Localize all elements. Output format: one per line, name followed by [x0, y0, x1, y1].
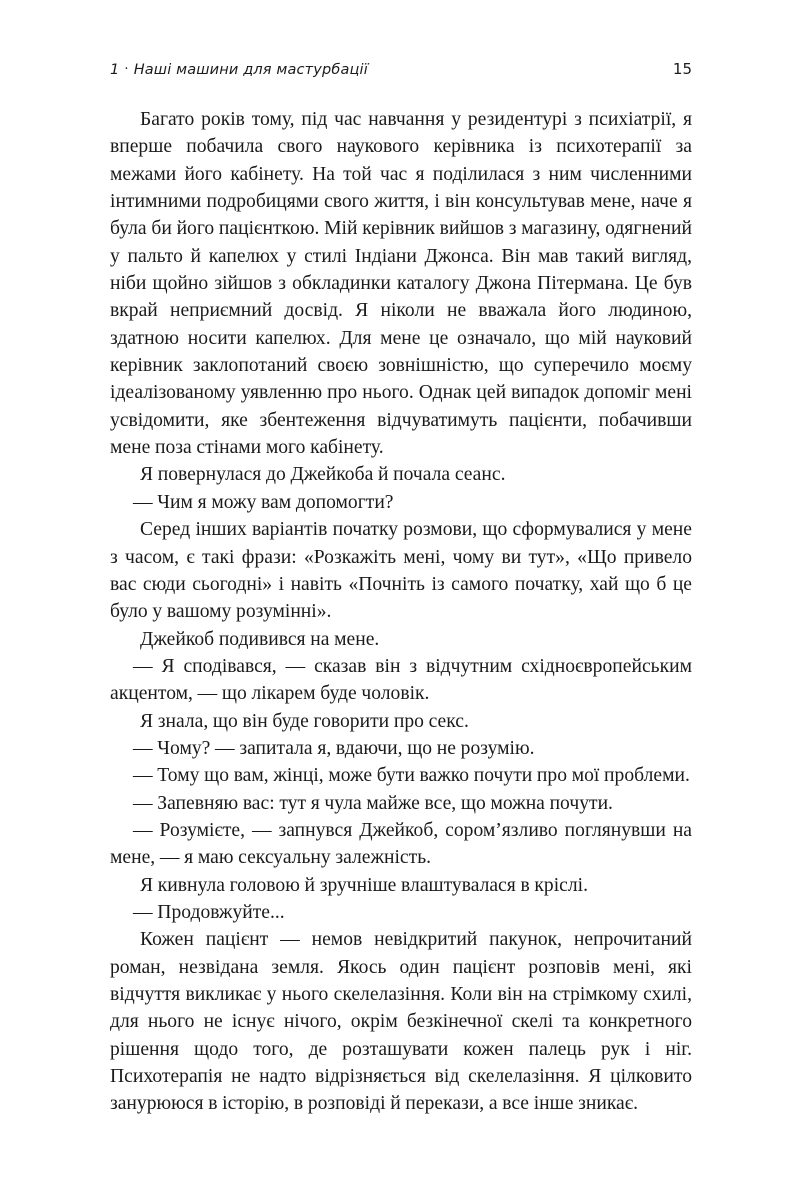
narrative-paragraph: Кожен пацієнт — немов невідкритий пакунок, непрочитаний роман, незвідана земля. Якось один пацієнт розповів мені, які відчуття викликає у нього скелелазіння. Коли він на стрімкому схилі, для нього не існує нічого, окрім безкінечної скелі та конкретного рішення щодо того, де розташувати кожен палець рук і ніг. Психотерапія не надто відрізняється від скелелазіння. Я цілковито занурююся в історію, в розповіді й перекази, а все інше зникає. — [110, 929, 692, 1115]
dialogue-paragraph: — Продовжуйте... — [133, 901, 285, 923]
dialogue-paragraph: — Я сподівався, — сказав він з відчутним східноєвропейським акцентом, — що лікарем буде чоловік. — [110, 655, 692, 705]
narrative-paragraph: Я знала, що він буде говорити про секс. — [140, 710, 469, 732]
running-head — [110, 62, 692, 86]
body-text-block — [110, 106, 692, 1118]
dialogue-paragraph: — Запевняю вас: тут я чула майже все, що можна почути. — [133, 792, 613, 814]
chapter-title: Наші машини для мастурбації — [133, 62, 368, 78]
page-number: 15 — [672, 60, 692, 78]
narrative-paragraph: Я кивнула головою й зручніше влаштувалася в кріслі. — [140, 874, 588, 896]
narrative-paragraph: Багато років тому, під час навчання у резидентурі з психіатрії, я вперше побачила свого наукового керівника із психотерапії за межами його кабінету. На той час я поділилася з ним численними інтимними подробицями свого життя, і він консультував мене, наче я була би його пацієнткою. Мій керівник вийшов з магазину, одягнений у пальто й капелюх у стилі Індіани Джонса. Він мав такий вигляд, ніби щойно зійшов з обкладинки каталогу Джона Пітермана. Це був вкрай неприємний досвід. Я ніколи не вважала його людиною, здатною носити капелюх. Для мене це означало, що мій науковий керівник заклопотаний своєю зовнішністю, що суперечило моєму ідеалізованому уявленню про нього. Однак цей випадок допоміг мені усвідомити, яке збентеження відчуватимуть пацієнти, побачивши мене поза стінами мого кабінету. — [110, 109, 692, 459]
dialogue-paragraph: — Розумієте, — запнувся Джейкоб, сором’язливо поглянувши на мене, — я маю сексуальну залежність. — [110, 819, 692, 869]
running-head-chapter — [110, 62, 368, 78]
dialogue-paragraph: — Тому що вам, жінці, може бути важко почути про мої проблеми. — [133, 765, 690, 787]
narrative-paragraph: Я повернулася до Джейкоба й почала сеанс. — [140, 464, 506, 486]
dialogue-paragraph: — Чим я можу вам допомогти? — [133, 491, 394, 513]
narrative-paragraph: Серед інших варіантів початку розмови, що сформувалися у мене з часом, є такі фрази: «Розкажіть мені, чому ви тут», «Що привело вас сюди сьогодні» і навіть «Почніть із самого початку, хай що б це було у вашому розумінні». — [110, 519, 692, 623]
narrative-paragraph: Джейкоб подивився на мене. — [140, 628, 380, 650]
dialogue-paragraph: — Чому? — запитала я, вдаючи, що не розумію. — [133, 737, 535, 759]
chapter-number: 1 — [110, 62, 120, 78]
running-head-separator: · — [124, 62, 129, 77]
